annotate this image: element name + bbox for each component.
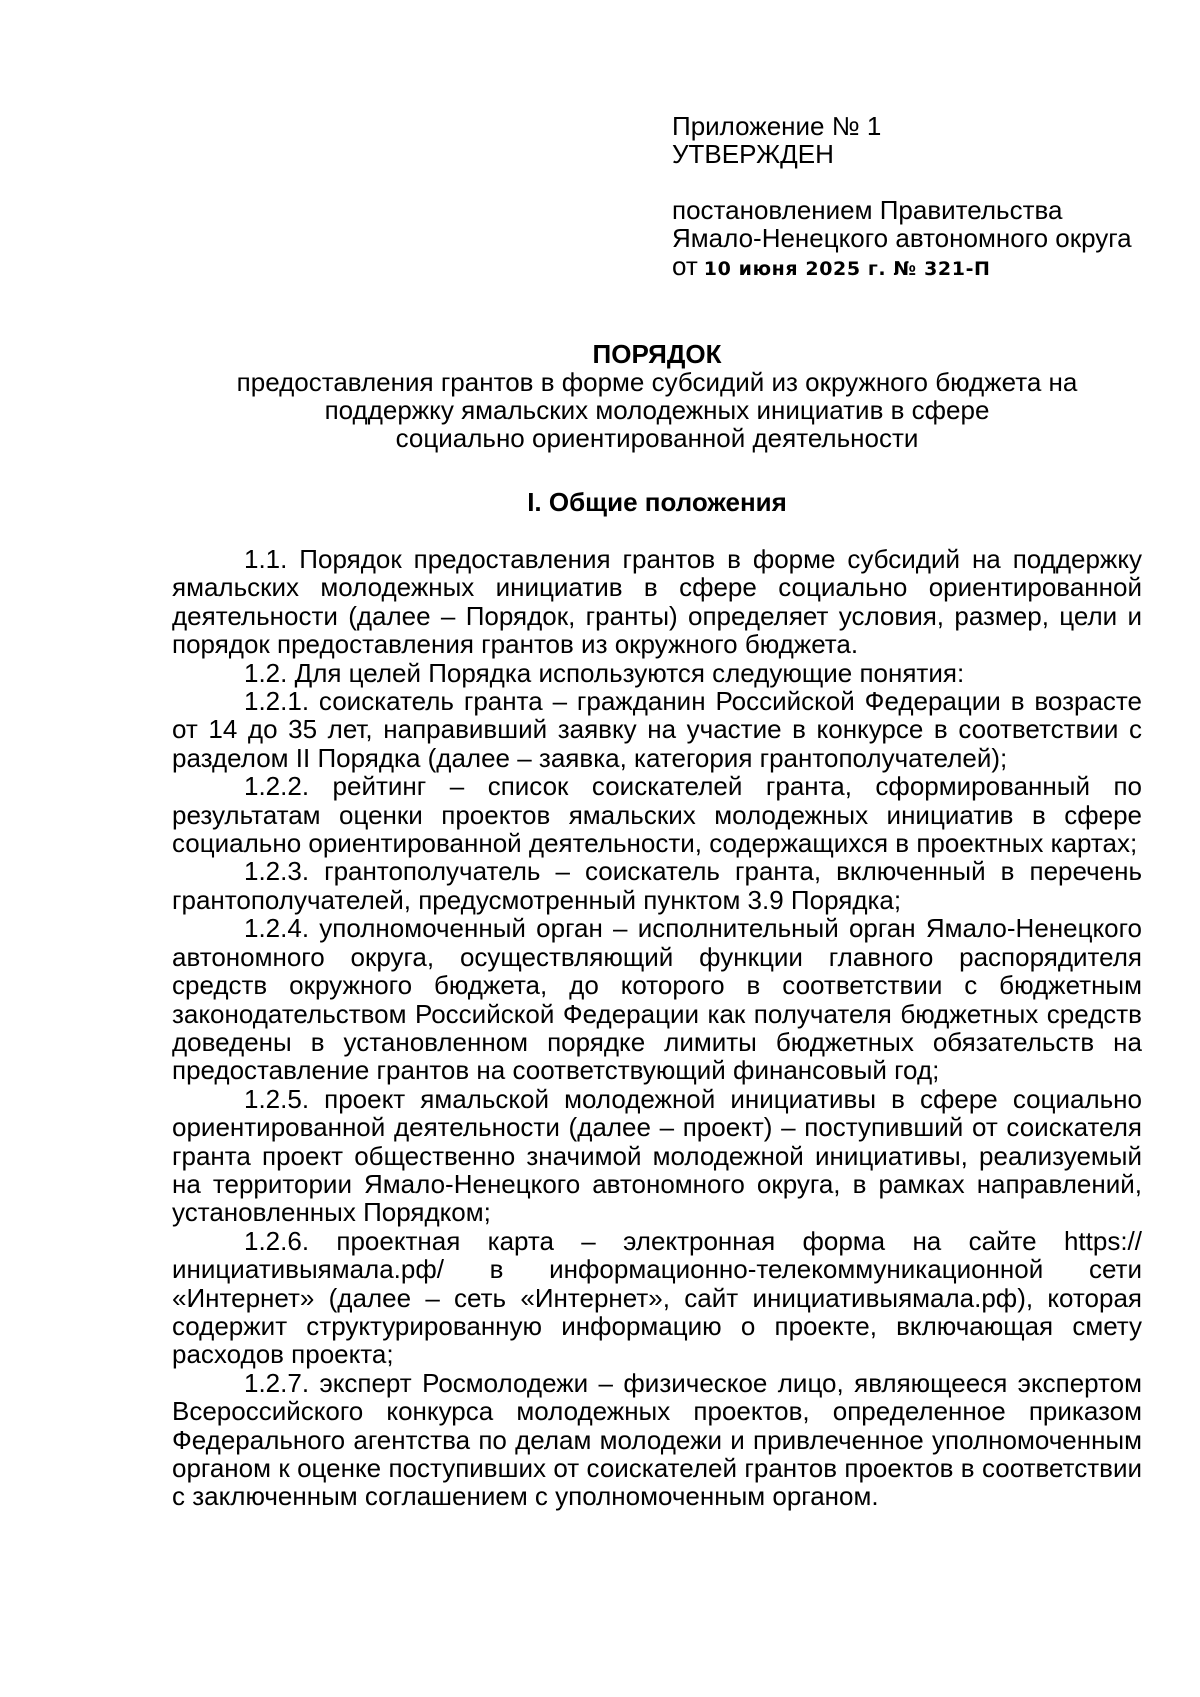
document-body: [172, 545, 1142, 1511]
resolution-date-number: 10 июня 2025 г. № 321-П: [703, 258, 991, 280]
document-subtitle-line-1: предоставления грантов в форме субсидий из окружного бюджета на: [236, 367, 1078, 397]
paragraph-1-1: 1.1. Порядок предоставления грантов в форме субсидий на поддержку ямальских молодежных инициатив в сфере социально ориентированной деятельности (далее – Порядок, гранты) определяет условия, размер, цели и порядок предоставления грантов из окружного бюджета.: [172, 544, 1142, 660]
approval-spacer: [672, 168, 1152, 196]
document-subtitle-line-3: социально ориентированной деятельности: [395, 423, 919, 453]
document-subtitle-line-2: поддержку ямальских молодежных инициатив в сфере: [324, 395, 990, 425]
paragraph-1-2-6: 1.2.6. проектная карта – электронная форма на сайте https://инициативыямала.рф/ в информационно-телекоммуникационной сети «Интернет» (далее – сеть «Интернет», сайт инициативыямала.рф), которая содержит структурированную информацию о проекте, включающая смету расходов проекта;: [172, 1225, 1142, 1370]
document-title: ПОРЯДОК: [592, 339, 722, 369]
approval-date-line: [672, 252, 1152, 283]
approval-block: [672, 112, 1152, 283]
paragraph-1-2-1: 1.2.1. соискатель гранта – гражданин Российской Федерации в возрасте от 14 до 35 лет, направивший заявку на участие в конкурсе в соответствии с разделом II Порядка (далее – заявка, категория грантополучателей);: [172, 686, 1142, 773]
paragraph-1-2: 1.2. Для целей Порядка используются следующие понятия:: [244, 657, 965, 688]
date-prefix: от: [672, 251, 698, 281]
paragraph-1-2-7: 1.2.7. эксперт Росмолодежи – физическое лицо, являющееся экспертом Всероссийского конкурса молодежных проектов, определенное приказом Федерального агентства по делам молодежи и привлеченное уполномоченным органом к оценке поступивших от соискателей грантов проектов в соответствии с заключенным соглашением с уполномоченным органом.: [172, 1367, 1142, 1512]
paragraph-1-2-2: 1.2.2. рейтинг – список соискателей гранта, сформированный по результатам оценки проектов ямальских молодежных инициатив в сфере социально ориентированной деятельности, содержащихся в проектных картах;: [172, 771, 1142, 859]
document-title-block: [172, 340, 1142, 452]
approved-by-line-1: постановлением Правительства: [672, 195, 1063, 225]
paragraph-1-2-3: 1.2.3. грантополучатель – соискатель гранта, включенный в перечень грантополучателей, предусмотренный пунктом 3.9 Порядка;: [172, 856, 1142, 915]
approved-label: УТВЕРЖДЕН: [672, 139, 834, 169]
paragraph-1-2-4: 1.2.4. уполномоченный орган – исполнительный орган Ямало-Ненецкого автономного округа, осуществляющий функции главного распорядителя средств окружного бюджета, до которого в соответствии с бюджетным законодательством Российской Федерации как получателя бюджетных средств доведены в установленном порядке лимиты бюджетных обязательств на предоставление грантов на соответствующий финансовый год;: [172, 913, 1142, 1086]
approved-by-line-2: Ямало-Ненецкого автономного округа: [672, 223, 1132, 253]
section-heading: I. Общие положения: [527, 487, 787, 517]
appendix-number: Приложение № 1: [672, 111, 882, 141]
paragraph-1-2-5: 1.2.5. проект ямальской молодежной инициативы в сфере социально ориентированной деятельности (далее – проект) – поступивший от соискателя гранта проект общественно значимой молодежной инициативы, реализуемый на территории Ямало-Ненецкого автономного округа, в рамках направлений, установленных Порядком;: [172, 1083, 1142, 1228]
